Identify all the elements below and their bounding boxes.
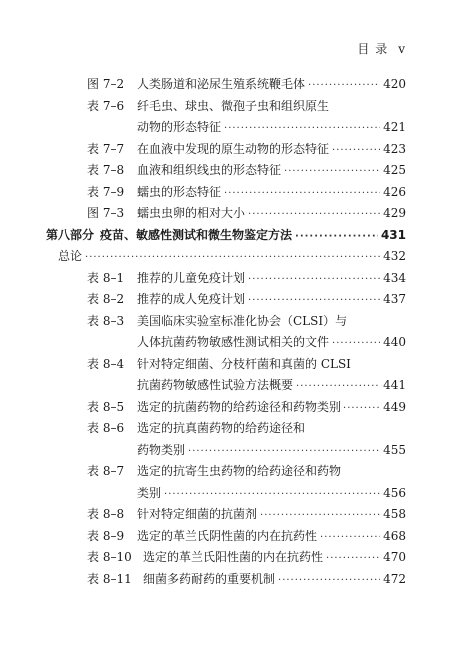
toc-entry[interactable] (66, 182, 406, 204)
leader-dots (332, 140, 380, 162)
page-number-roman: v (398, 42, 406, 56)
toc-entry-title: 人类肠道和泌尿生殖系统鞭毛体 (137, 77, 306, 91)
toc-entry-title: 选定的革兰氏阳性菌的内在抗药性 (143, 550, 324, 564)
toc-entry-title: 选定的抗寄生虫药物的给药途径和药物 (137, 464, 342, 478)
leader-dots (326, 548, 380, 570)
toc-entry-title: 蠕虫虫卵的相对大小 (137, 206, 246, 220)
toc-entry-page: 470 (383, 550, 406, 564)
toc-entry[interactable] (66, 526, 406, 548)
toc-entry-label: 表 8–9 (87, 528, 125, 543)
toc-entry[interactable] (66, 96, 406, 118)
leader-dots (224, 118, 380, 140)
toc-entry-label: 表 7–8 (87, 163, 125, 177)
toc-entry-continuation[interactable] (66, 375, 406, 397)
toc-entry-label: 表 8–7 (87, 464, 125, 478)
toc-entry[interactable] (66, 418, 406, 440)
leader-dots (248, 290, 380, 312)
leader-dots (224, 183, 380, 205)
toc-entry[interactable] (66, 74, 406, 96)
toc-entry-title-cont: 人体抗菌药物敏感性测试相关的文件 (137, 335, 330, 349)
toc-entry-title-cont: 动物的形态特征 (137, 120, 222, 134)
toc-entry[interactable] (66, 547, 406, 569)
toc-entry-page: 431 (380, 227, 406, 242)
toc-entry-label: 表 8–4 (87, 356, 125, 371)
toc-entry-page: 421 (383, 120, 406, 134)
toc-entry-title: 针对特定细菌、分枝杆菌和真菌的 CLSI (137, 356, 351, 371)
toc-entry-label: 表 8–5 (87, 399, 125, 414)
leader-dots (284, 161, 380, 183)
toc-entry[interactable] (66, 289, 406, 311)
toc-entry-page: 429 (383, 206, 406, 220)
leader-dots (188, 441, 380, 463)
toc-entry-title: 推荐的成人免疫计划 (137, 292, 246, 306)
toc-entry-page: 437 (383, 292, 406, 306)
toc-entry-label: 表 7–9 (87, 184, 125, 199)
general-title: 总论 (58, 249, 83, 263)
toc-entry-title: 选定的抗菌药物的给药途径和药物类别 (137, 399, 342, 414)
toc-entry-page: 458 (383, 507, 406, 521)
toc-entry[interactable] (66, 139, 406, 161)
toc-entry-label: 表 8–6 (87, 421, 125, 435)
leader-dots (248, 204, 380, 226)
toc-entry-label: 图 7–2 (87, 77, 125, 91)
section-title: 目 录 (357, 42, 389, 56)
toc-entry-page: 426 (383, 184, 406, 199)
leader-dots (85, 247, 380, 269)
toc-general[interactable] (58, 246, 406, 268)
toc-entry-title-cont: 药物类别 (137, 442, 186, 457)
toc-entry-continuation[interactable] (66, 483, 406, 505)
leader-dots (320, 527, 380, 549)
toc-entry-page: 420 (383, 77, 406, 91)
toc-entry[interactable] (66, 160, 406, 182)
toc-entry-page: 425 (383, 163, 406, 177)
toc-entry-title: 纤毛虫、球虫、微孢子虫和组织原生 (137, 98, 330, 113)
leader-dots (260, 505, 380, 527)
toc-entry-page: 472 (383, 571, 406, 586)
toc-entry[interactable] (66, 569, 406, 591)
toc-entry-page: 468 (383, 528, 406, 543)
toc-entry-page: 434 (383, 270, 406, 285)
toc-entry[interactable] (66, 354, 406, 376)
leader-dots (248, 269, 380, 291)
toc-entry-title-cont: 抗菌药物敏感性试验方法概要 (137, 378, 294, 392)
toc-entry-title: 蠕虫的形态特征 (137, 184, 222, 199)
leader-dots (164, 484, 380, 506)
toc-entry-label: 表 8–10 (87, 550, 132, 564)
toc-part-heading[interactable] (46, 225, 406, 247)
toc-entry-page: 423 (383, 141, 406, 156)
toc-entry-label: 表 8–3 (87, 313, 125, 328)
toc-entry-label: 表 8–11 (87, 571, 132, 586)
toc-entry-page: 432 (383, 249, 406, 263)
toc-entry-label: 表 7–7 (87, 141, 125, 156)
toc-entry-page: 456 (383, 485, 406, 500)
toc-entry-page: 441 (383, 378, 406, 392)
toc-entry-label: 表 7–6 (87, 98, 125, 113)
leader-dots (308, 75, 380, 97)
toc-entry[interactable] (66, 397, 406, 419)
leader-dots (343, 398, 381, 420)
leader-dots (332, 333, 380, 355)
running-head (357, 40, 406, 57)
toc-entry[interactable] (66, 461, 406, 483)
toc-entry[interactable] (66, 504, 406, 526)
leader-dots (278, 570, 380, 592)
part-title: 疫苗、敏感性测试和微生物鉴定方法 (100, 227, 293, 242)
leader-dots (295, 226, 378, 248)
toc-entry-title: 针对特定细菌的抗菌剂 (137, 507, 258, 521)
leader-dots (296, 376, 380, 398)
toc-entry-title: 选定的抗真菌药物的给药途径和 (137, 421, 306, 435)
toc-entry-label: 图 7–3 (87, 206, 125, 220)
toc-entry-page: 440 (383, 335, 406, 349)
toc-entry-title: 推荐的儿童免疫计划 (137, 270, 246, 285)
toc-entry-page: 455 (383, 442, 406, 457)
toc-entry-title: 血液和组织线虫的形态特征 (137, 163, 282, 177)
part-label: 第八部分 (46, 227, 95, 242)
toc-entry-page: 449 (383, 399, 406, 414)
toc-entry-title-cont: 类别 (137, 485, 162, 500)
toc-entry-label: 表 8–1 (87, 270, 125, 285)
toc-entry[interactable] (66, 203, 406, 225)
toc-entry-title: 在血液中发现的原生动物的形态特征 (137, 141, 330, 156)
toc-entry-continuation[interactable] (66, 440, 406, 462)
toc-entry-title: 细菌多药耐药的重要机制 (143, 571, 276, 586)
toc-entry-title: 选定的革兰氏阴性菌的内在抗药性 (137, 528, 318, 543)
toc-entry-continuation[interactable] (66, 117, 406, 139)
table-of-contents (46, 74, 406, 590)
toc-entry-continuation[interactable] (66, 332, 406, 354)
toc-entry-label: 表 8–2 (87, 292, 125, 306)
toc-entry-label: 表 8–8 (87, 507, 125, 521)
toc-entry[interactable] (66, 268, 406, 290)
toc-entry[interactable] (66, 311, 406, 333)
toc-entry-title: 美国临床实验室标准化协会（CLSI）与 (137, 313, 348, 328)
